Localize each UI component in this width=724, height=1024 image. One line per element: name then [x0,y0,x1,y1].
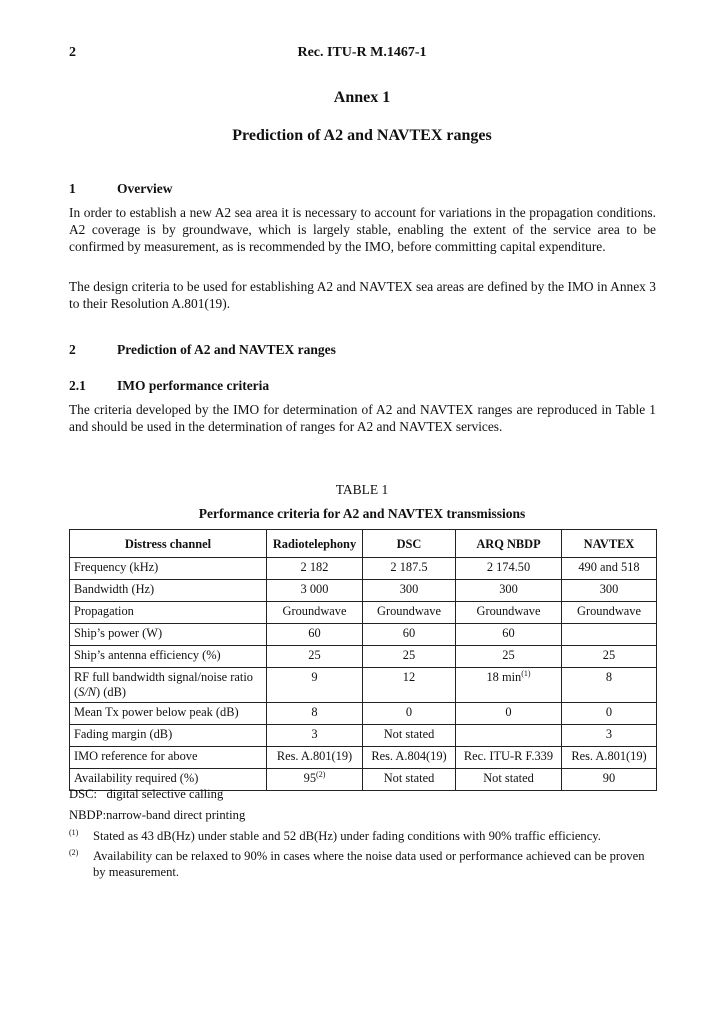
table-row [70,668,657,703]
row-label: Frequency (kHz) [70,558,267,580]
table-caption: TABLE 1 [335,482,389,497]
table-cell: 25 [363,646,456,668]
table-title: Performance criteria for A2 and NAVTEX transmissions [198,506,526,521]
running-header: Rec. ITU-R M.1467-1 [297,45,427,60]
table-row [70,646,657,668]
table-cell: Not stated [363,725,456,747]
row-label: Mean Tx power below peak (dB) [70,703,267,725]
table-cell: 2 174.50 [456,558,562,580]
overview-paragraph-1: In order to establish a new A2 sea area it is necessary to account for variations in the propagation conditions. A2 coverage is by groundwave, which is largely stable, enabling the extent of the service area to be confirmed by measurement, as is recommended by the IMO, before committing capital expenditure. [69,205,656,254]
table-cell: Groundwave [562,602,657,624]
annex-title: Annex 1 [333,89,391,106]
section-title: Overview [117,181,173,196]
column-header: ARQ NBDP [456,530,562,558]
overview-paragraph-2: The design criteria to be used for establishing A2 and NAVTEX sea areas are defined by the IMO in Annex 3 to their Resolution A.801(19). [69,279,656,311]
table-cell: 0 [562,703,657,725]
table-row [70,703,657,725]
table-row [70,725,657,747]
column-header: NAVTEX [562,530,657,558]
table-cell: 300 [562,580,657,602]
table-cell: 3 000 [267,580,363,602]
table-cell: Not stated [363,769,456,791]
footnote-text: Stated as 43 dB(Hz) under stable and 52 dB(Hz) under fading conditions with 90% traffic efficiency. [93,829,601,843]
footnote-ref: (2) [316,769,326,779]
document-title: Prediction of A2 and NAVTEX ranges [232,127,492,144]
table-cell: 12 [363,668,456,703]
row-label-text: ) (dB) [96,685,126,699]
table-cell: Rec. ITU-R F.339 [456,747,562,769]
table-cell [456,668,562,703]
footnote-mark: (2) [69,848,79,857]
abbreviation-term: DSC: [69,787,97,801]
row-label: Ship’s antenna efficiency (%) [70,646,267,668]
row-label: Propagation [70,602,267,624]
table-cell: 2 182 [267,558,363,580]
row-label: IMO reference for above [70,747,267,769]
table-cell: 3 [267,725,363,747]
table-row [70,747,657,769]
table-row [70,558,657,580]
table-header-row [70,530,657,558]
row-label: Ship’s power (W) [70,624,267,646]
table-cell: 300 [456,580,562,602]
cell-value: 95 [303,771,317,785]
row-label: Fading margin (dB) [70,725,267,747]
table-cell: 25 [456,646,562,668]
table-cell: 8 [562,668,657,703]
abbreviation-dsc [69,787,223,802]
section-2-1-heading [69,378,269,394]
table-cell: Res. A.801(19) [267,747,363,769]
table-cell: 3 [562,725,657,747]
abbreviation-definition: narrow-band direct printing [106,808,246,822]
table-cell: Not stated [456,769,562,791]
table-cell [562,624,657,646]
table-cell: 490 and 518 [562,558,657,580]
cell-value: 18 min [486,670,522,684]
row-label-italic: S/N [78,685,97,699]
table-cell: 60 [267,624,363,646]
table-cell: 25 [562,646,657,668]
column-header: Radiotelephony [267,530,363,558]
table-cell: 60 [456,624,562,646]
column-header: DSC [363,530,456,558]
footnote-ref: (1) [521,668,531,678]
table-cell: 25 [267,646,363,668]
abbreviation-nbdp [69,808,245,823]
performance-criteria-table [69,529,657,791]
abbreviation-definition: digital selective calling [106,787,224,801]
table-cell: 60 [363,624,456,646]
table-cell: 300 [363,580,456,602]
footnote-mark: (1) [69,828,79,837]
table-cell: 90 [562,769,657,791]
table-cell: 0 [363,703,456,725]
section-title: IMO performance criteria [117,378,270,393]
table-cell: 9 [267,668,363,703]
table-row [70,624,657,646]
criteria-paragraph: The criteria developed by the IMO for determination of A2 and NAVTEX ranges are reproduced in Table 1 and should be used in the determination of ranges for A2 and NAVTEX services. [69,402,656,434]
table-cell: Groundwave [456,602,562,624]
page-number: 2 [69,45,76,60]
footnote-1 [69,828,656,844]
table-cell [267,769,363,791]
table-cell: Groundwave [363,602,456,624]
table-cell [456,725,562,747]
table-cell: 2 187.5 [363,558,456,580]
table-cell: Groundwave [267,602,363,624]
abbreviation-term: NBDP: [69,808,107,822]
table-cell: Res. A.801(19) [562,747,657,769]
footnote-2 [69,848,656,880]
table-row [70,602,657,624]
section-1-heading [69,181,172,197]
section-number: 2.1 [69,378,86,393]
table-row [70,580,657,602]
section-number: 1 [69,181,76,196]
row-label-text: RF full bandwidth signal/noise ratio ( [74,670,253,699]
row-label [70,668,267,703]
column-header: Distress channel [70,530,267,558]
section-title: Prediction of A2 and NAVTEX ranges [117,342,336,357]
footnote-text: Availability can be relaxed to 90% in cases where the noise data used or performance achieved can be proven by measurement. [93,849,645,879]
table-cell: 8 [267,703,363,725]
section-2-heading [69,342,336,358]
section-number: 2 [69,342,76,357]
table-cell: Res. A.804(19) [363,747,456,769]
row-label: Availability required (%) [70,769,267,791]
row-label: Bandwidth (Hz) [70,580,267,602]
table-cell: 0 [456,703,562,725]
